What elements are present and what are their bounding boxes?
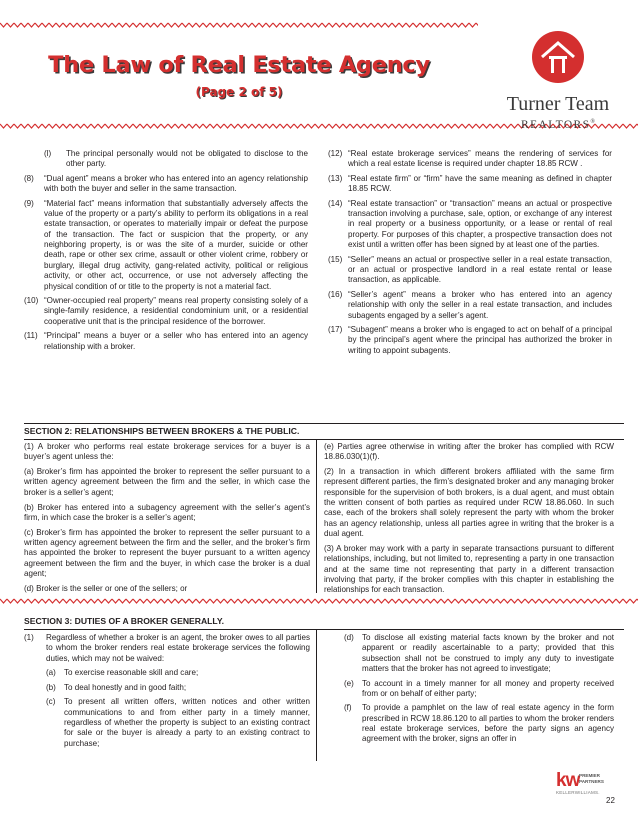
definition-item	[328, 174, 612, 195]
item-text: To deal honestly and in good faith;	[64, 682, 187, 692]
section2-paragraph: (1) A broker who performs real estate brokerage services for a buyer is a buyer’s agent unless the:	[24, 442, 310, 462]
section2-paragraph: (a) Broker’s firm has appointed the broker to represent the seller pursuant to a written agency agreement between the firm and the seller, in which case the broker is a seller’s agent;	[24, 467, 310, 497]
duty-item	[324, 703, 614, 744]
section2-paragraph: (c) Broker’s firm has appointed the broker to represent the seller pursuant to a written agency agreement between the firm and the seller, and the broker’s firm has appointed the broker to represent the buyer pursuant to a written agency agreement between the firm and the buyer, in which case the broker is a dual agent;	[24, 527, 310, 578]
section2-paragraph: (b) Broker has entered into a subagency agreement with the seller’s agent’s firm, in which case the broker is a seller’s agent;	[24, 502, 310, 522]
section2-column-divider	[316, 439, 317, 593]
section2-right-column	[324, 442, 614, 600]
definition-item	[24, 149, 308, 170]
duty-item	[46, 697, 310, 749]
item-text: Regardless of whether a broker is an agent, the broker owes to all parties to whom the broker renders real estate brokerage services the following duties, which may not be waived:	[46, 633, 310, 663]
section2-paragraph: (d) Broker is the seller or one of the sellers; or	[24, 583, 188, 593]
section2-heading-rule	[24, 439, 624, 440]
item-text: “Seller’s agent” means a broker who has entered into an agency relationship with only the seller in a real estate transaction, and includes subagents engaged by a seller’s agent.	[348, 289, 612, 320]
definition-item	[24, 174, 308, 195]
title-block	[0, 52, 478, 99]
item-number: (8)	[24, 173, 34, 183]
definition-item	[328, 325, 612, 356]
section3-column-divider	[316, 629, 317, 761]
definition-item	[24, 199, 308, 292]
item-number: (15)	[328, 254, 343, 264]
section1-left-column	[24, 149, 308, 356]
item-text: “Real estate brokerage services” means the rendering of services for which a real estate license is required under chapter 18.85 RCW .	[348, 149, 612, 169]
kw-logo-partners: PARTNERS	[579, 779, 604, 784]
duty-item	[324, 633, 614, 674]
item-number: (c)	[46, 697, 56, 707]
section2-heading: SECTION 2: RELATIONSHIPS BETWEEN BROKERS & THE PUBLIC.	[24, 426, 300, 436]
section2-paragraph: (3) A broker may work with a party in separate transactions pursuant to different relationships, including, but not limited to, representing a party in one transaction and at the same time not representing that party in a different transaction involving that party, if the broker complies with this chapter in establishing the relationships for each transaction.	[324, 543, 614, 595]
keller-williams-logo	[556, 771, 616, 795]
definition-item	[328, 149, 612, 170]
item-number: (l)	[44, 149, 52, 158]
item-number: (13)	[328, 173, 343, 183]
item-number: (16)	[328, 289, 343, 299]
page-subtitle: (Page 2 of 5)	[195, 85, 283, 99]
section3-heading: SECTION 3: DUTIES OF A BROKER GENERALLY.	[24, 616, 225, 626]
duty-item	[46, 668, 310, 678]
item-number: (11)	[24, 331, 38, 341]
section3-left-subitems	[24, 668, 310, 749]
item-number: (f)	[344, 703, 352, 713]
item-number: (12)	[328, 149, 343, 158]
section2-paragraph: (e) Parties agree otherwise in writing after the broker has complied with RCW 18.86.030(1)(f).	[324, 442, 614, 462]
section2-left-column	[24, 442, 310, 598]
item-number: (d)	[344, 633, 354, 642]
item-number: (a)	[46, 668, 56, 678]
section3-right-column	[324, 633, 614, 749]
section2-top-rule	[24, 423, 624, 424]
section3-heading-rule	[24, 629, 624, 630]
item-text: “Subagent” means a broker who is engaged to act on behalf of a principal by the principal’s agent where the principal has authorized the broker in writing to appoint subagents.	[348, 325, 612, 355]
item-text: “Owner-occupied real property” means real property consisting solely of a single-family residence, a residential condominium unit, or a residential cooperative unit that is the principal residence of the borrower.	[44, 296, 308, 326]
item-text: “Principal” means a buyer or a seller who has entered into an agency relationship with a broker.	[44, 331, 308, 351]
item-text: “Dual agent” means a broker who has entered into an agency relationship with both the buyer and seller in the same transaction.	[44, 173, 308, 194]
item-text: “Seller” means an actual or prospective seller in a real estate transaction, or an actual or prospective landlord in a real estate rental or lease transaction, as applicable.	[348, 254, 612, 285]
definition-item	[24, 331, 308, 352]
page-title: The Law of Real Estate Agency	[48, 52, 430, 78]
logo-subtitle	[493, 116, 623, 132]
top-zigzag-border	[0, 20, 638, 30]
item-number: (b)	[46, 682, 56, 692]
section2-paragraph: (2) In a transaction in which different brokers affiliated with the same firm represent different parties, the firm’s designated broker and any managing broker responsible for the supervision of both brokers, is a dual agent, and must obtain the written consent of both parties as required under RCW 18.86.060. In such case, each of the brokers shall solely represent the party with whom the broker has an agency relationship, unless all parties agree in writing that the broker is a dual agent.	[324, 467, 614, 539]
item-text: To account in a timely manner for all money and property received from or on behalf of either party;	[362, 678, 614, 698]
duty-item	[324, 679, 614, 700]
kw-logo-premier: PREMIER	[579, 773, 600, 778]
item-text: “Material fact” means information that substantially adversely affects the value of the property or a party’s ability to perform its obligations in a real estate transaction, or operates to materially impair or defeat the purpose of the transaction. The fact or suspicion that the property, or any neighboring property, is or was the site of a murder, suicide or other death, rape or other sex crime, assault or other violent crime, robbery or burglary, illegal drug activity, gang-related activity, political or religious activity, or other act, occurrence, or use not adversely affecting the physical condition of or title to the property is not a material fact.	[44, 198, 308, 291]
item-text: “Real estate firm” or “firm” have the same meaning as defined in chapter 18.85 RCW.	[348, 173, 612, 194]
item-text: The principal personally would not be obligated to disclose to the other party.	[66, 149, 308, 169]
item-text: To exercise reasonable skill and care;	[64, 668, 199, 678]
item-text: To present all written offers, written notices and other written communications to and from either party in a timely manner, regardless of whether the property is subject to an existing contract for sale or the buyer is already a party to an existing contract to purchase;	[64, 697, 310, 748]
item-text: “Real estate transaction” or “transaction” means an actual or prospective transaction involving a purchase, sale, option, or exchange of any interest in real property or a business opportunity, or a lease or rental of real property. For purposes of this chapter, a prospective transaction does not exist until a written offer has been signed by at least one of the parties.	[348, 198, 612, 250]
definition-item	[328, 199, 612, 251]
section3-left-column	[24, 633, 310, 753]
logo-subtitle-text: REALTORS	[521, 118, 591, 131]
page-number: 22	[606, 796, 615, 805]
section1-right-column	[328, 149, 612, 360]
kw-logo-mark: kw	[556, 770, 580, 791]
definition-item	[24, 296, 308, 327]
item-number: (10)	[24, 296, 39, 306]
item-number: (9)	[24, 198, 34, 208]
house-logo-icon	[531, 30, 585, 84]
item-number: (1)	[24, 633, 34, 642]
duty-item	[46, 683, 310, 693]
registered-mark: ®	[590, 119, 595, 125]
turner-team-logo	[493, 30, 623, 130]
item-text: To disclose all existing material facts known by the broker and not apparent or readily ascertainable to a party; provided that this subsection shall not be construed to imply any duty to investigate matters that the broker has not agreed to investigate;	[362, 633, 614, 674]
item-number: (17)	[328, 325, 343, 335]
section3-item-1	[24, 633, 310, 664]
logo-name: Turner Team	[506, 93, 610, 115]
definition-item	[328, 290, 612, 321]
item-number: (14)	[328, 198, 343, 208]
kw-logo-kellerwilliams: KELLERWILLIAMS.	[556, 790, 600, 795]
item-number: (e)	[344, 678, 354, 688]
definition-item	[328, 255, 612, 286]
item-text: To provide a pamphlet on the law of real estate agency in the form prescribed in RCW 18.86.120 to all parties to whom the broker renders real estate brokerage services, before the party signs an agency agreement with the broker, signs an offer in	[362, 703, 614, 744]
